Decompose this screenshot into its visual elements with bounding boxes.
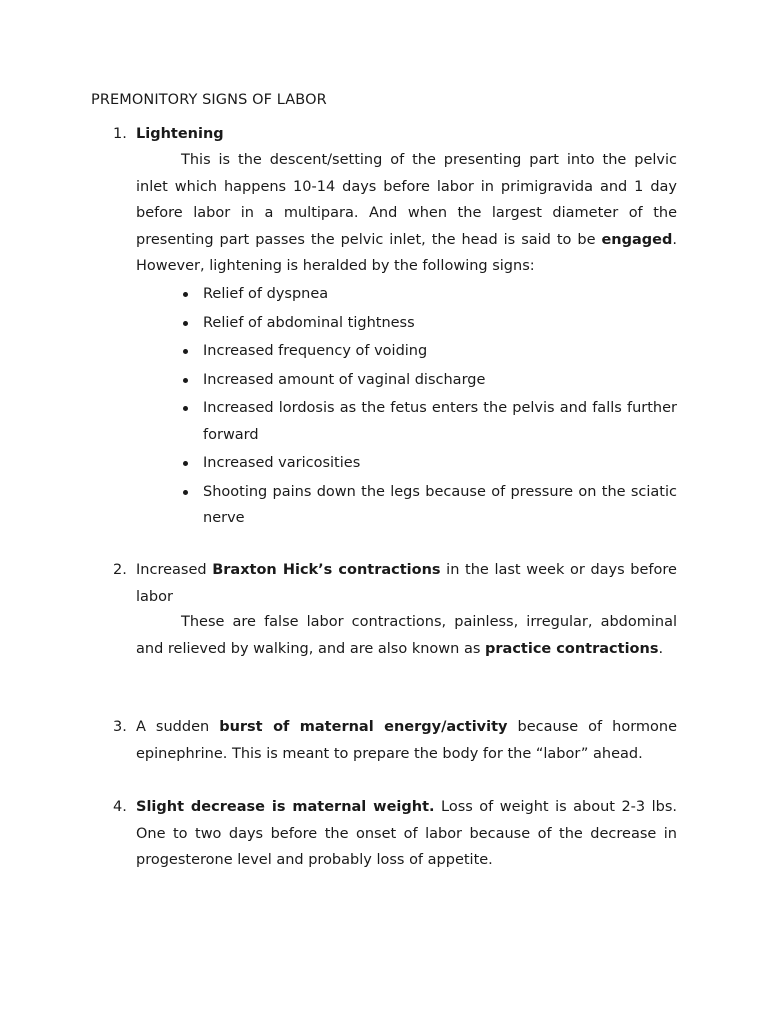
bullet-icon — [183, 461, 188, 466]
bullet-icon — [183, 490, 188, 495]
list-item: Increased frequency of voiding — [181, 338, 677, 365]
document-title: PREMONITORY SIGNS OF LABOR — [91, 92, 327, 108]
section-2-paragraph: These are false labor contractions, painless, irregular, abdominal and relieved by walking, and are also known as practice contractions. — [136, 614, 677, 657]
bullet-icon — [183, 406, 188, 411]
lightening-signs-list — [181, 281, 677, 534]
section-4-number: 4. — [113, 799, 127, 815]
list-item: Shooting pains down the legs because of pressure on the sciatic nerve — [181, 479, 677, 532]
bullet-icon — [183, 349, 188, 354]
bullet-icon — [183, 292, 188, 297]
section-4-paragraph: Slight decrease is maternal weight. Loss of weight is about 2-3 lbs. One to two days before the onset of labor because of the decrease in progesterone level and probably loss of appetite. — [136, 799, 677, 868]
maternal-weight-term: Slight decrease is maternal weight. — [136, 799, 435, 815]
list-item: Increased amount of vaginal discharge — [181, 367, 677, 394]
practice-contractions-term: practice contractions — [485, 640, 659, 657]
section-1-paragraph: This is the descent/setting of the presenting part into the pelvic inlet which happens 10-14 days before labor in primigravida and 1 day before labor in a multipara. And when the largest diameter of the presenting part passes the pelvic inlet, the head is said to be engaged. However, lightening is heralded by the following signs: — [136, 152, 677, 274]
list-item: Increased lordosis as the fetus enters the pelvis and falls further forward — [181, 395, 677, 448]
maternal-energy-term: burst of maternal energy/activity — [219, 719, 508, 735]
braxton-hicks-term: Braxton Hick’s contractions — [212, 562, 441, 578]
section-2-number: 2. — [113, 562, 127, 578]
section-3-paragraph: A sudden burst of maternal energy/activity because of hormone epinephrine. This is meant to prepare the body for the “labor” ahead. — [136, 719, 678, 762]
engaged-term: engaged — [601, 231, 673, 248]
bullet-icon — [183, 378, 188, 383]
list-item: Relief of abdominal tightness — [181, 310, 677, 337]
section-2-lead: Increased Braxton Hick’s contractions in the last week or days before labor — [136, 562, 677, 605]
list-item: Relief of dyspnea — [181, 281, 677, 308]
list-item: Increased varicosities — [181, 450, 677, 477]
bullet-icon — [183, 321, 188, 326]
section-1-number: 1. — [113, 126, 127, 142]
section-3-number: 3. — [113, 719, 127, 735]
section-1-heading: Lightening — [136, 126, 224, 142]
